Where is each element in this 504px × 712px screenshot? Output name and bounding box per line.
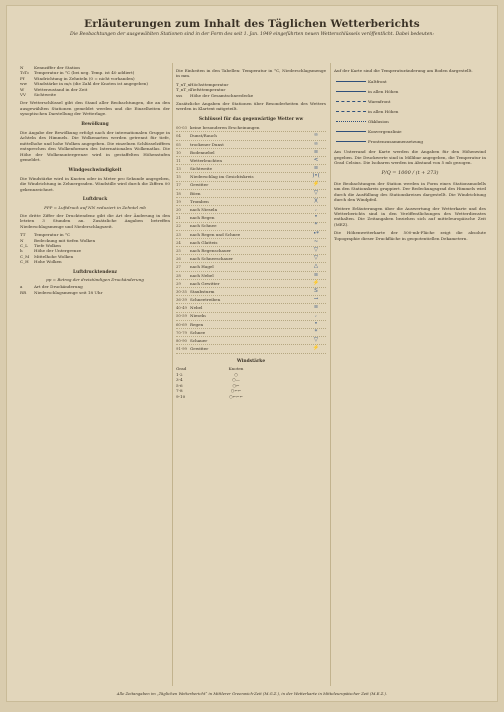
weather-row: [176, 247, 326, 255]
weather-symbol: •: [314, 214, 318, 221]
weather-name: Nieseln: [190, 313, 206, 319]
weather-name: Gewitter: [190, 346, 209, 352]
formula: PPP = Luftdruck auf NN reduziert in Zehntel mb: [44, 204, 146, 210]
code-description: Höchsttemperatur: [190, 81, 229, 87]
weather-row: [176, 255, 326, 263]
formula: pp = Betrag der dreistündigen Druckänderung: [46, 277, 144, 282]
code-description: Niederschlagsmenge seit 18 Uhr: [34, 289, 103, 295]
wind-barb: ○⌐: [232, 382, 240, 388]
weather-code: 21: [176, 215, 181, 221]
wind-barb: ○: [234, 371, 238, 377]
weather-symbol: ~: [313, 238, 319, 245]
weather-name: nach Glatteis: [190, 239, 218, 245]
code-symbol: TT: [20, 232, 26, 238]
weather-code: 10: [176, 149, 181, 155]
weather-row: [176, 304, 326, 312]
right-column: [334, 65, 486, 244]
code-symbol: h: [20, 248, 23, 254]
paragraph: Der Wetterschlüssel gibt den Stand aller Beobachtungen, die an den ausgewählten Stationen gemeldet werden und die Einzelheiten der synoptischen Darstellung der Wetterlage.: [20, 100, 170, 117]
front-line: [336, 141, 366, 142]
code-symbol: VV: [20, 92, 26, 98]
weather-symbol: •: [314, 320, 318, 327]
weather-name: nach Schnee: [190, 223, 217, 229]
formula: P/Q = 1000 / (t + 273): [381, 169, 439, 176]
wind-barb: ○⌐⌐: [230, 388, 242, 394]
weather-row: [176, 345, 326, 353]
front-symbol-icon: [334, 121, 368, 122]
weather-code: 18: [176, 190, 181, 196]
wind-grade: 3-4: [176, 377, 183, 383]
weather-code: 30-35: [176, 288, 187, 294]
front-symbol-icon: [334, 141, 368, 142]
weather-table-heading: Schlüssel für das gegenwärtige Wetter ww: [198, 116, 304, 122]
wind-row: [176, 394, 326, 400]
front-legend-row: [334, 96, 486, 106]
weather-symbol: ⚡: [312, 279, 320, 286]
paragraph: Weitere Erläuterungen über die Auswertung der Wetterkarte und des Wetterberichts sind in den Veröffentlichungen des Wetterdienstes enthalten. Die Zeitangaben beziehen sich auf mitteleuropäische Zeit (MEZ).: [334, 205, 486, 227]
front-symbol-icon: [334, 101, 368, 102]
paragraph: Die Windstärke wird in Knoten oder in Meter pro Sekunde angegeben, die Windrichtung in Zehnergraden. Windstille wird durch die Ziffern 00 gekennzeichnet.: [20, 175, 170, 192]
column-divider: [172, 63, 173, 686]
code-description: Art der Druckänderung: [34, 284, 83, 290]
code-description: Tiefsttemperatur: [190, 87, 226, 93]
front-legend-row: [334, 126, 486, 136]
weather-name: Böen: [190, 190, 201, 196]
weather-name: nach Schneeschauer: [190, 256, 234, 262]
weather-code: 60-69: [176, 321, 187, 327]
code-symbol: Ff: [20, 75, 25, 81]
weather-name: Schnee: [190, 329, 206, 335]
code-symbol: T₀T₀: [20, 70, 29, 76]
weather-row: [176, 214, 326, 222]
weather-name: Niederschlag im Gesichtskreis: [190, 174, 254, 180]
paragraph: Die Einheiten in den Tabellen: Temperatur in °C, Niederschlagsmenge in mm.: [176, 68, 326, 79]
weather-name: Schneetreiben: [190, 297, 221, 303]
code-symbol: N: [20, 65, 24, 70]
weather-name: nach Hagel: [190, 264, 214, 270]
weather-symbol: ⚡: [312, 181, 320, 188]
wind-barb: ○—: [232, 377, 240, 383]
weather-code: 17: [176, 182, 181, 188]
weather-name: Gewitter: [190, 182, 209, 188]
wind-grade: 9-10: [176, 393, 186, 399]
code-row: [176, 93, 326, 98]
front-line: [336, 101, 366, 102]
code-symbol: W: [20, 86, 25, 92]
code-symbol: ww: [20, 81, 28, 87]
code-symbol: sss: [176, 92, 183, 98]
weather-symbol: ,: [315, 312, 317, 319]
weather-code: 50-59: [176, 313, 187, 319]
weather-row: [176, 329, 326, 337]
code-row: [20, 290, 170, 295]
weather-name: Bodennebel: [190, 149, 215, 155]
weather-symbol: ≡: [313, 165, 319, 172]
code-symbol: C_L: [20, 242, 28, 248]
code-symbol: T_nT_n: [176, 87, 191, 93]
front-legend-row: [334, 86, 486, 96]
weather-row: [176, 141, 326, 149]
weather-name: Tromben: [190, 198, 209, 204]
weather-row: [176, 149, 326, 157]
weather-symbol: *: [314, 328, 318, 335]
front-legend-row: [334, 76, 486, 86]
weather-symbol: ▽: [313, 246, 319, 253]
weather-row: [176, 313, 326, 321]
weather-name: nach Regen: [190, 215, 215, 221]
front-line: [336, 131, 366, 132]
weather-name: nach Gewitter: [190, 280, 220, 286]
weather-symbol: ,: [315, 206, 317, 213]
weather-code: 00-03: [176, 125, 187, 131]
paragraph: Die dritte Ziffer der Drucktendenz gibt die Art der Änderung in den letzten 3 Stunden an. Zusätzliche Angaben betreffen Niederschlagsmenge und Niederschlagszeit.: [20, 212, 170, 229]
weather-code: 15: [176, 174, 181, 180]
weather-row: [176, 288, 326, 296]
wind-col-header: Grad: [176, 365, 187, 371]
front-label: in allen Höhen: [368, 88, 399, 94]
weather-name: Staubsturm: [190, 288, 215, 294]
weather-row: [176, 198, 326, 206]
section-heading: Bewölkung: [81, 121, 109, 127]
front-symbols-legend: [334, 76, 486, 146]
front-symbol-icon: [334, 91, 368, 92]
front-label: Warmfront: [368, 98, 391, 104]
code-description: Windrichtung in Zehnteln (0 = nicht vorhanden): [34, 75, 135, 81]
front-legend-row: [334, 106, 486, 116]
front-legend-row: [334, 136, 486, 146]
weather-row: [176, 206, 326, 214]
weather-symbol: △: [313, 263, 319, 270]
column-divider: [330, 63, 331, 686]
front-symbol-icon: [334, 111, 368, 112]
weather-code: 20: [176, 207, 181, 213]
weather-row: [176, 124, 326, 132]
paragraph: Auf der Karte sind die Temperaturänderung am Boden dargestellt.: [334, 68, 473, 73]
code-symbol: C_M: [20, 253, 30, 259]
weather-symbol: ≡: [313, 148, 319, 155]
paragraph: Die Beobachtungen der Station werden in Form eines Stationsmodells um den Stationskreis gruppiert. Der Bedeckungsgrad des Himmels wird durch die Ausfüllung des Stationskreises dargestellt. Die Windrichtung durch den Windpfeil.: [334, 181, 486, 203]
weather-name: Sichtweite: [190, 166, 212, 172]
wind-col-header: Knoten: [228, 365, 244, 371]
weather-code: 40-49: [176, 305, 187, 311]
weather-symbol: ≡: [313, 304, 319, 311]
weather-name: nach Regen und Schnee: [190, 231, 241, 237]
section-heading: Windgeschwindigkeit: [68, 167, 122, 173]
wind-grade: 7-8: [176, 388, 183, 394]
middle-column: [176, 65, 326, 399]
front-line: [336, 81, 366, 82]
weather-symbol: →: [313, 296, 319, 303]
document-page: [6, 5, 498, 702]
intro-text: Die Beobachtungen der ausgewählten Stationen sind in der Form des seit 1. Jan. 1949 eingeführten neuen Wetterschlüssels veröffentlicht. Dabei bedeuten:: [70, 32, 434, 37]
weather-code: 80-90: [176, 338, 187, 344]
wind-grade: 5-6: [176, 382, 183, 388]
weather-row: [176, 263, 326, 271]
code-symbol: a: [20, 284, 23, 290]
paragraph: Zusätzliche Angaben der Stationen über Besonderheiten des Wetters werden in Klartext mitgeteilt.: [176, 101, 326, 112]
code-row: [20, 92, 170, 97]
weather-name: nach Nieseln: [190, 207, 218, 213]
weather-code: 13: [176, 166, 181, 172]
weather-code: 29: [176, 280, 181, 286]
weather-symbol: )•(: [312, 173, 320, 180]
code-symbol: T_xT_x: [176, 81, 191, 87]
weather-code: 70-79: [176, 329, 187, 335]
weather-symbol: S: [314, 287, 318, 294]
weather-row: [176, 173, 326, 181]
weather-code: 04: [176, 133, 181, 139]
weather-symbol: ▽: [313, 255, 319, 262]
code-description: Bedeckung mit tiefen Wolken: [34, 237, 96, 243]
weather-name: Wetterleuchten: [190, 157, 222, 163]
weather-code: 11: [176, 157, 181, 163]
left-column: [20, 65, 170, 295]
front-label: Kaltfront: [368, 78, 387, 84]
weather-symbol: ∞: [313, 140, 319, 147]
weather-row: [176, 182, 326, 190]
code-symbol: C_H: [20, 259, 29, 265]
code-description: Temperatur in °C: [34, 232, 71, 238]
weather-symbol: ▽: [313, 337, 319, 344]
code-description: Höhe der Untergrenze: [34, 248, 82, 254]
weather-symbol: *: [314, 222, 318, 229]
weather-row: [176, 321, 326, 329]
front-label: Okklusion: [368, 118, 389, 124]
weather-code: 24: [176, 239, 181, 245]
weather-code: 05: [176, 141, 181, 147]
weather-code: 36-39: [176, 297, 187, 303]
weather-row: [176, 280, 326, 288]
weather-code: 28: [176, 272, 181, 278]
weather-row: [176, 337, 326, 345]
front-line: [336, 91, 366, 92]
weather-code: 19: [176, 198, 181, 204]
weather-row: [176, 296, 326, 304]
weather-symbol: )(: [313, 197, 319, 204]
front-symbol-icon: [334, 131, 368, 132]
weather-symbol: •*: [313, 230, 319, 237]
weather-row: [176, 157, 326, 165]
paragraph: Am Unterrand der Karte werden die Angaben für den Höhenwind gegeben. Die Druckwerte sind in Millibar angegeben, die Temperatur in Grad Celsius. Die Isobaren werden im Abstand von 5 mb gezogen.: [334, 149, 486, 166]
wind-grade: 1-2: [176, 371, 183, 377]
weather-symbol: ⚡: [312, 345, 320, 352]
front-line: [336, 111, 366, 112]
weather-name: Schauer: [190, 338, 208, 344]
weather-name: trockener Dunst: [190, 141, 224, 147]
weather-name: nach Regenschauer: [190, 247, 231, 253]
weather-code: 91-99: [176, 346, 187, 352]
weather-name: Regen: [190, 321, 204, 327]
weather-code: 25: [176, 247, 181, 253]
code-description: Tiefe Wolken: [34, 242, 61, 248]
front-label: Konvergenzlinie: [368, 128, 402, 134]
code-description: Sichtweite: [34, 92, 56, 98]
front-symbol-icon: [334, 81, 368, 82]
wind-barb: ○⌐⌐⌐: [229, 393, 243, 399]
page-title: Erläuterungen zum Inhalt des Täglichen Wetterberichts: [84, 18, 420, 30]
weather-name: Dunst/Rauch: [190, 133, 217, 139]
code-description: Windstärke in m/s (die Zahl der Knoten ist angegeben): [34, 81, 149, 87]
weather-code: 27: [176, 264, 181, 270]
code-description: Höhe der Gesamtschneedecke: [190, 92, 254, 98]
front-label: Frontenzusammensetzung: [368, 138, 423, 144]
weather-symbol: ≡: [313, 271, 319, 278]
section-heading: Luftdrucktendenz: [72, 269, 118, 275]
weather-code: 26: [176, 256, 181, 262]
weather-row: [176, 231, 326, 239]
code-description: Temperatur in °C (bei neg. Temp. ist 40 addiert): [34, 70, 135, 76]
weather-row: [176, 223, 326, 231]
weather-symbol: ∞: [313, 132, 319, 139]
weather-symbol: <: [313, 156, 319, 163]
front-line: [336, 121, 366, 122]
weather-row: [176, 272, 326, 280]
weather-name: Nebel: [190, 305, 203, 311]
weather-code: 22: [176, 223, 181, 229]
footer-note: Alle Zeitangaben im „Täglichen Wetterbericht“ in Mittlerer Greenwich-Zeit (M.G.Z.), in der Wetterkarte in Mitteleuropäischer Zeit (M.E.Z.).: [116, 691, 388, 696]
code-row: [20, 259, 170, 264]
wind-table-heading: Windstärke: [236, 358, 266, 364]
section-heading: Luftdruck: [82, 197, 108, 203]
weather-row: [176, 165, 326, 173]
weather-row: [176, 190, 326, 198]
weather-code: 23: [176, 231, 181, 237]
weather-symbol-table: [176, 124, 326, 353]
paragraph: Die Angabe der Bewölkung erfolgt nach der internationalen Gruppe in Achteln des Himmels. Die Wolkenarten werden getrennt für tiefe, mittelhohe und hohe Wolken angegeben. Die einzelnen Schlüsselziffern entsprechen den Wolkenformen des Internationalen Wolkenatlas. Die Höhe der Wolkenuntergrenze wird in gestaffelten Höhenstufen gemeldet.: [20, 130, 170, 163]
weather-name: nach Nebel: [190, 272, 214, 278]
weather-symbol: ▽: [313, 189, 319, 196]
code-symbol: N: [20, 237, 24, 243]
weather-row: [176, 239, 326, 247]
front-label: in allen Höhen: [368, 108, 399, 114]
code-description: Wetterzustand in der Zeit: [34, 86, 88, 92]
weather-row: [176, 132, 326, 140]
code-description: Hohe Wolken: [34, 259, 62, 265]
weather-name: keine besonderen Erscheinungen: [190, 125, 260, 131]
code-symbol: RR: [20, 289, 27, 295]
code-description: Kennziffer der Station: [34, 65, 80, 70]
front-legend-row: [334, 116, 486, 126]
code-description: Mittelhohe Wolken: [34, 253, 74, 259]
paragraph: Die Höhenwetterkarte der 500-mb-Fläche zeigt die absolute Topographie dieser Druckfläche in geopotentiellen Dekametern.: [334, 230, 486, 241]
